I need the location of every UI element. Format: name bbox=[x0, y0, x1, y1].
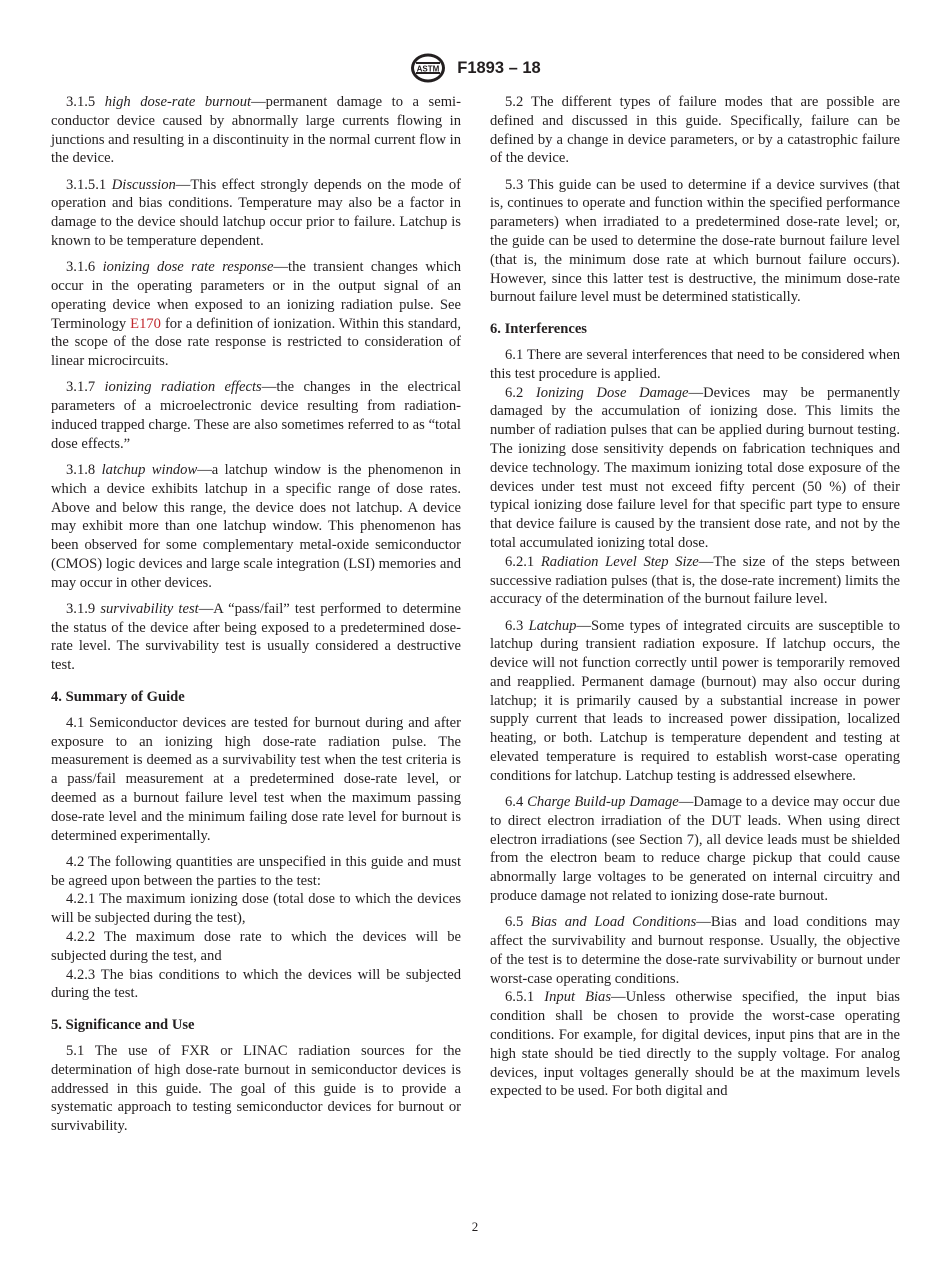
term: Ionizing Dose Damage bbox=[535, 384, 689, 401]
term: Charge Build-up Damage bbox=[527, 794, 679, 811]
page-number: 2 bbox=[471, 1219, 479, 1234]
section-3-1-8: 3.1.8 latchup window—a latchup window is the phenomenon in which a device exhibits latchup in a specific range of dose rates. Above and below this range, the device does not latchup. A device may exhibit more than one latchup window. This phenomenon has been observed for some complementary metal-oxide semiconductor (CMOS) logic devices and large scale integration (LSI) memories and may occur in other devices. bbox=[51, 461, 461, 591]
section-6-2: 6.2 Ionizing Dose Damage—Devices may be permanently damaged by the accumulation of ionizing dose. This limits the number of radiation pulses that can be applied during burnout testing. The ionizing dose sensitivity depends on fabrication techniques and device technology. The maximum ionizing total dose exposure of the devices under test must not exceed fifty percent (50 %) of their typical ionizing dose failure level for that specific part type to ensure that device failure is caused by the transient dose rate, and not by the total accumulated ionizing total dose. bbox=[490, 384, 900, 551]
document-designation: F1893 – 18 bbox=[457, 58, 541, 77]
term: Bias and Load Conditions bbox=[531, 914, 697, 931]
term: ionizing dose rate response bbox=[102, 259, 274, 276]
section-5-1: 5.1 The use of FXR or LINAC radiation sources for the determination of high dose-rate burnout in semiconductor devices is addressed in this guide. The goal of this guide is to provide a systematic approach to testing semiconductor devices for burnout or survivability. bbox=[51, 1043, 461, 1135]
term: Discussion bbox=[111, 176, 176, 193]
right-column bbox=[490, 93, 900, 1101]
term: Input Bias bbox=[544, 989, 612, 1006]
section-6-2-1: 6.2.1 Radiation Level Step Size—The size of the steps between successive radiation pulses (that is, the dose-rate increment) limits the accuracy of the determination of the burnout failure level. bbox=[490, 553, 901, 608]
section-4-2-2: 4.2.2 The maximum dose rate to which the devices will be subjected during the test, and bbox=[51, 929, 461, 964]
section-6-4: 6.4 Charge Build-up Damage—Damage to a device may occur due to direct electron irradiation of the DUT leads. When using direct electron irradiations (see Section 7), all device leads must be shielded from the electron beam to reduce charge pickup that could cause abnormally large voltages to be generated on internal circuitry and produce damage not related to ionizing dose-rate burnout. bbox=[490, 794, 900, 905]
heading-significance-and-use: 5. Significance and Use bbox=[51, 1017, 195, 1034]
page-header bbox=[0, 52, 950, 88]
section-4-2-1: 4.2.1 The maximum ionizing dose (total dose to which the devices will be subjected during the test), bbox=[51, 891, 461, 927]
term: Latchup bbox=[528, 617, 577, 634]
section-3-1-5-1: 3.1.5.1 Discussion—This effect strongly depends on the mode of operation and bias conditions. Temperature may also be a factor in damage to the device should latchup occur prior to failure. Latchup is known to be temperature dependent. bbox=[51, 176, 461, 249]
e170-link[interactable]: E170 bbox=[130, 315, 161, 332]
section-6-1: 6.1 There are several interferences that need to be considered when this test procedure is applied. bbox=[490, 346, 900, 382]
term: latchup window bbox=[101, 461, 198, 478]
section-3-1-6: 3.1.6 ionizing dose rate response—the transient changes which occur in the operating parameters or in the output signal of an operating device when exposed to an ionizing radiation pulse. See Terminology E170 for a definition of ionization. Within this standard, the scope of the dose rate response is restricted to consideration of linear microcircuits. bbox=[51, 259, 461, 370]
section-6-5-1: 6.5.1 Input Bias—Unless otherwise specified, the input bias condition shall be chosen to provide the worst-case operating conditions. For example, for digital devices, input pins that are in the high state should be tied directly to the supply voltage. For analog devices, input voltages generally should be at the maximum levels expected to be used. For both digital and bbox=[490, 989, 900, 1100]
heading-interferences: 6. Interferences bbox=[490, 321, 587, 338]
term: high dose-rate burnout bbox=[104, 94, 252, 110]
left-column bbox=[51, 93, 461, 1143]
svg-text:ASTM: ASTM bbox=[416, 64, 440, 74]
heading-summary-of-guide: 4. Summary of Guide bbox=[51, 689, 185, 706]
term: survivability test bbox=[100, 600, 199, 617]
section-3-1-9: 3.1.9 survivability test—A “pass/fail” test performed to determine the status of the device after being exposed to a predetermined dose-rate level. The survivability test is usually considered a destructive test. bbox=[51, 600, 461, 674]
section-6-5: 6.5 Bias and Load Conditions—Bias and load conditions may affect the survivability and burnout response. Usually, the objective of the test is to determine the dose-rate survivability or burnout under worst-case operating conditions. bbox=[490, 914, 900, 987]
section-6-3: 6.3 Latchup—Some types of integrated circuits are susceptible to latchup during transient radiation exposure. If latchup occurs, the device will not function correctly until power is temporarily removed and reapplied. Permanent damage (burnout) may also occur during latchup; it is primarily caused by a substantial increase in power supply current that leads to increased power dissipation, localized heating, or both. Latchup is temperature dependent and testing at elevated temperature is required to establish worst-case operating conditions for latchup. Latchup testing is addressed elsewhere. bbox=[490, 617, 900, 784]
section-4-1: 4.1 Semiconductor devices are tested for burnout during and after exposure to an ionizing high dose-rate radiation pulse. The measurement is deemed as a survivability test when the test criteria is a pass/fail measurement at a predetermined dose-rate level, or deemed as a burnout failure level test when the maximum passing dose-rate level and the minimum failing dose rate level for burnout is determined experimentally. bbox=[51, 714, 461, 844]
astm-logo-icon bbox=[409, 52, 447, 84]
term: Radiation Level Step Size bbox=[540, 553, 699, 570]
section-3-1-5: 3.1.5 high dose-rate burnout—permanent damage to a semiconductor device caused by abnormally large currents flowing in junctions and resulting in a discontinuity in the normal current flow in the device. bbox=[51, 94, 461, 167]
section-4-2-3: 4.2.3 The bias conditions to which the devices will be subjected during the test. bbox=[51, 966, 461, 1002]
section-3-1-7: 3.1.7 ionizing radiation effects—the changes in the electrical parameters of a microelectronic device resulting from radiation-induced trapped charge. These are also sometimes referred to as “total dose effects.” bbox=[51, 379, 461, 452]
term: ionizing radiation effects bbox=[104, 379, 262, 396]
section-4-2: 4.2 The following quantities are unspecified in this guide and must be agreed upon between the parties to the test: bbox=[51, 853, 461, 889]
section-5-3: 5.3 This guide can be used to determine if a device survives (that is, continues to operate and function within the specified performance parameters) when irradiated to a predetermined dose-rate level; or, the guide can be used to determine the dose-rate burnout failure level (that is, the minimum dose rate at which burnout failure occurs). However, since this latter test is destructive, the minimum dose-rate burnout failure level must be determined statistically. bbox=[490, 176, 900, 306]
section-5-2: 5.2 The different types of failure modes that are possible are defined and discussed in this guide. Specifically, failure can be defined by a change in device parameters, or by a catastrophic failure of the device. bbox=[490, 94, 900, 167]
